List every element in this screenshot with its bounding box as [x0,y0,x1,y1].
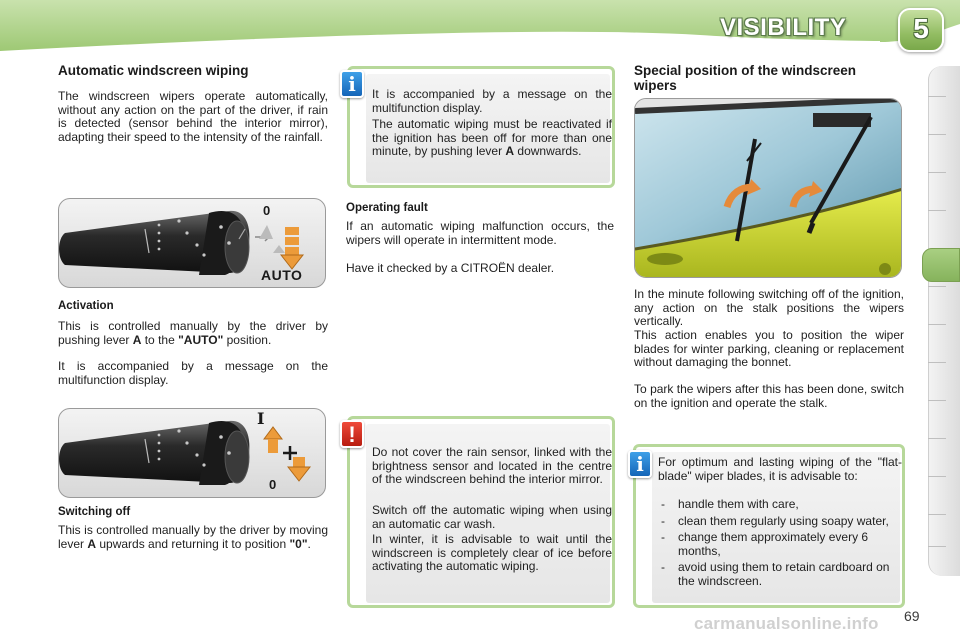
info-box-panel [366,74,610,183]
special-position-text-1: In the minute following switching off of the ignition, any action on the stalk positions the wipers vertically. [634,287,904,329]
switching-off-text [58,524,328,551]
tab-divider [928,324,946,325]
auto-wiping-intro: The windscreen wipers operate automatically, without any action on the part of the driver, if rain is detected (sensor behind the interior mirror), adapting their speed to the intensity of the rainfall. [58,89,328,144]
tab-divider [928,546,946,547]
page-header [0,0,960,56]
zero-position-reference: "0" [289,536,308,551]
tab-divider [928,96,946,97]
wiper-position-figure [634,98,902,278]
watermark: carmanualsonline.info [694,614,879,633]
blade-advice-list [658,495,902,589]
warning-box-panel [366,424,610,603]
page-number: 69 [904,608,920,624]
switching-off-text-part: upwards and returning it to position [96,536,290,551]
tab-divider [928,172,946,173]
lever-reference: A [505,144,515,159]
info-box-ignition [347,66,615,188]
operating-fault-text: If an automatic wiping malfunction occurs, the wipers will operate in intermittent mode. [346,219,614,247]
chapter-tab-visibility[interactable] [922,248,960,282]
position-zero-label: 0 [263,203,271,218]
stalk-off-figure [58,408,326,498]
tab-divider [928,438,946,439]
auto-position-label: AUTO [261,267,303,283]
info-message-text: It is accompanied by a message on the multifunction display. [372,87,612,115]
info-text-part: downwards. [514,144,582,159]
tab-divider [928,362,946,363]
switching-off-text-part: This is controlled manually by the driver by moving lever [58,523,328,551]
activation-text-part: to the [141,332,179,347]
lever-reference: A [87,536,97,551]
info-icon: i [340,70,364,98]
tab-divider [928,476,946,477]
warning-box [347,416,615,608]
activation-text-part: This is controlled manually by the driver by pushing lever [58,319,328,347]
special-position-heading: Special position of the windscreen wipers [634,63,857,93]
special-position-text-2: This action enables you to position the wiper blades for winter parking, cleaning or replacement without damaging the bonnet. [634,328,904,370]
warning-icon: ! [340,420,364,448]
lever-reference: A [132,332,142,347]
warning-winter-text: In winter, it is advisable to wait until the windscreen is completely clear of ice before activating the automatic wiping. [372,532,612,574]
tab-divider [928,210,946,211]
activation-text-part: position. [223,332,272,347]
switching-off-text-part: . [307,536,311,551]
tab-divider [928,514,946,515]
switching-off-heading: Switching off [58,506,131,518]
position-zero-label: 0 [269,477,277,492]
activation-heading: Activation [58,300,114,312]
tab-divider [928,400,946,401]
list-item: - change them approximately every 6 months, [658,531,902,558]
position-one-label: I [257,409,265,428]
tab-divider [928,286,946,287]
info-icon: i [628,450,652,478]
list-item: - avoid using them to retain cardboard on the windscreen. [658,561,902,588]
page-title: VISIBILITY [720,14,847,41]
auto-wiping-heading: Automatic windscreen wiping [58,63,249,78]
auto-position-reference: "AUTO" [178,332,224,347]
chapter-number: 5 [913,13,929,44]
tab-divider [928,134,946,135]
info-text-part: The automatic wiping must be reactivated if the ignition has been off for more than one minute, by pushing lever [372,117,612,159]
stalk-auto-figure [58,198,326,288]
warning-sensor-text: Do not cover the rain sensor, linked with the brightness sensor and located in the centre of the windscreen behind the interior mirror. [372,445,612,487]
windscreen-wipers-illustration [635,99,902,278]
activation-text [58,320,328,347]
info-box-panel [652,452,900,603]
chapter-badge [898,8,944,52]
activation-message-text: It is accompanied by a message on the multifunction display. [58,359,328,387]
dealer-check-text: Have it checked by a CITROËN dealer. [346,261,555,275]
list-item: - clean them regularly using soapy water, [658,515,902,529]
info-reactivation-text [372,118,612,159]
info-box-blades [633,444,905,608]
warning-carwash-text: Switch off the automatic wiping when using an automatic car wash. [372,503,612,531]
special-position-text-3: To park the wipers after this has been done, switch on the ignition and operate the stalk. [634,382,904,410]
wiper-stalk-off-illustration [59,409,326,498]
side-tab-strip [928,66,960,576]
blade-advice-intro: For optimum and lasting wiping of the "flat-blade" wiper blades, it is advisable to: [658,455,902,483]
list-item: - handle them with care, [658,498,902,512]
operating-fault-heading: Operating fault [346,202,428,214]
